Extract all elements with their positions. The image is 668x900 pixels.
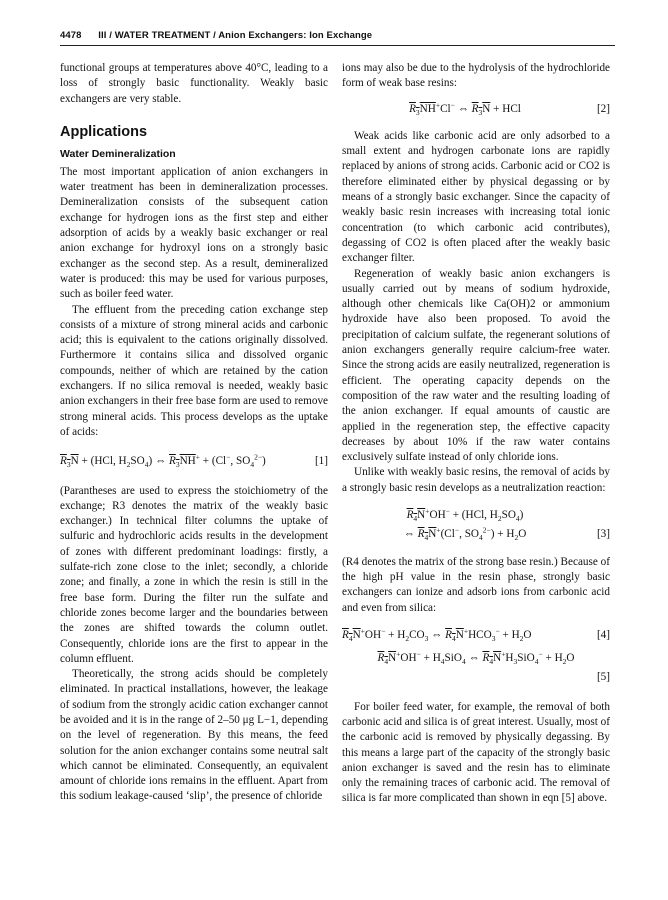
equation-body: $R_3NH^+Cl^-$ ⇔ $R_3N$ + HCl: [409, 99, 521, 117]
page-number: 4478: [60, 30, 82, 41]
equation-body: $R_3N + (HCl$, $H_2SO_4$) ⇔ $R_3NH^+ + (Cl^-$, $SO_4^{2-}$): [60, 452, 266, 470]
paragraph: The most important application of anion exchangers in water treatment has been in demineralization processes. Demineralization consists of the subsequent cation exchange for hydrogen ions as the first step and either adsorption of acids by a weakly basic exchanger or real anion exchange for hydroxyl ions on a strongly basic exchanger as the second step. As a result, demineralized water is produced: this may be used for various purposes, such as boiler feed water.: [60, 165, 328, 301]
equation-2: [342, 99, 610, 117]
running-header: [60, 30, 615, 46]
equation-body: $R_4N^+OH^- + (HCl$, $H_2SO_4$): [406, 506, 524, 524]
equation-line: [342, 508, 610, 523]
paragraph-intro: functional groups at temperatures above 40°C, leading to a loss of strongly basic functionality. Weakly basic exchangers are very stable.: [60, 62, 328, 105]
equation-number: [4]: [596, 628, 610, 641]
subsection-title: Water Demineralization: [60, 147, 176, 160]
paragraph: Theoretically, the strong acids should be completely eliminated. In practical installations, however, the leakage of sodium from the strongly acidic cation exchanger cannot be avoided and it is in the range of 2–50 μg L−1, depending on the level of regeneration. By this means, the feed solution for the anion exchanger contains some neutral salt which cannot be eliminated. Consequently, an equivalent amount of chloride ions remains in the effluent. Apart from this sodium leakage-caused ‘slip’, the presence of chloride: [60, 668, 329, 803]
section-title: Applications: [60, 123, 148, 140]
left-column: [60, 61, 328, 805]
equation-number: [3]: [596, 528, 610, 541]
right-column: [342, 61, 610, 807]
paragraph: ions may also be due to the hydrolysis of the hydrochloride form of weak base resins:: [342, 62, 610, 90]
paragraph: (R4 denotes the matrix of the strong base resin.) Because of the high pH value in the resin phase, strongly basic exchangers can ionize and adsorb ions from carbonic acid and even from silica:: [342, 555, 610, 614]
header-rule: [60, 45, 615, 46]
equation-body: $R_4N^+OH^- + H_4SiO_4$ ⇔ $R_4N^+H_3SiO_4^- + H_2O$: [377, 649, 575, 667]
equation-3: [342, 508, 610, 543]
paragraph: Unlike with weakly basic resins, the removal of acids by a strongly basic resin develops as a neutralization reaction:: [342, 466, 610, 494]
equation-number: [2]: [596, 102, 610, 115]
equation-body: $R_4N^+OH^- + H_2CO_3$ ⇔ $R_4N^+HCO_3^- + H_2O$: [342, 626, 532, 644]
paragraph: Weak acids like carbonic acid are only adsorbed to a small extent and hydrogen carbonate ions are rapidly replaced by anions of strong acids. Carbonic acid or CO2 is therefore eliminated either by physical degassing or by means of a strongly basic exchanger. Since the capacity of weakly basic resin increases with increasing total ionic concentration (to which carbonic acid contributes), degassing of CO2 is often placed after the weakly basic exchanger filter.: [342, 129, 610, 265]
equation-4: [342, 628, 610, 643]
equation-number: [1]: [314, 455, 328, 468]
paragraph: (Parantheses are used to express the stoichiometry of the exchange; R3 denotes the matrix of the weakly basic exchanger.) In technical filter columns the uptake of sulfuric and hydrochloric acids results in the development of zones with different predominant loadings: firstly, a sulfate-rich zone close to the inlet; secondly, a chloride zone; and finally, a zone in which the resin is still in the free base form. During the filter run the sulfate and chloride zones become larger and the boundaries between the zones are shifted towards the column outlet. Consequently, chloride ions are the first to appear in the column effluent.: [60, 484, 328, 665]
equation-number: [5]: [596, 671, 610, 684]
running-title: III / WATER TREATMENT / Anion Exchangers: Ion Exchange: [98, 30, 373, 41]
equation-line: [342, 670, 610, 685]
equation-body: ⇔ $R_4N^+(Cl^-$, $SO_4^{2-}) + H_2O$: [403, 525, 527, 543]
paragraph: For boiler feed water, for example, the removal of both carbonic acid and silica is of great interest. Usually, most of the carbonic acid is removed by physically degassing. By this means a large part of the capacity of the strongly basic anion exchanger is saved and the resin has to eliminate only the remaining traces of carbonic acid. The removal of silica is far more complicated than shown in eqn [5] above.: [342, 700, 610, 805]
equation-line: [342, 527, 610, 542]
equation-1: [60, 454, 328, 469]
paragraph: The effluent from the preceding cation exchange step consists of a mixture of strong mineral acids and carbonic acid; this is equivalent to the cations originally dissolved. Furthermore it contains silica and dissolved organic compounds, neither of which are retained by the cation exchangers. If no silica removal is needed, weakly basic anion exchangers in their free base form are used to remove strong mineral acids. This process develops as the uptake of acids:: [60, 303, 328, 438]
equation-line: [342, 651, 610, 666]
equation-5: [342, 651, 610, 686]
paragraph: Regeneration of weakly basic anion exchangers is usually carried out by means of sodium hydroxide, although other chemicals like Ca(OH)2 or ammonium hydroxide have also been proposed. To avoid the precipitation of calcium sulfate, the regenerant solutions of anion exchangers generally require calcium-free water. Since the strong acids are easily neutralized, regeneration is efficient. The operating capacity depends on the composition of the raw water and the resulting loading of the anion exchanger. If equal amounts of caustic are applied in the regeneration step, the effective capacity decreases by about 10% if the raw water contains exclusively sulfate instead of only chloride ions.: [342, 267, 610, 464]
